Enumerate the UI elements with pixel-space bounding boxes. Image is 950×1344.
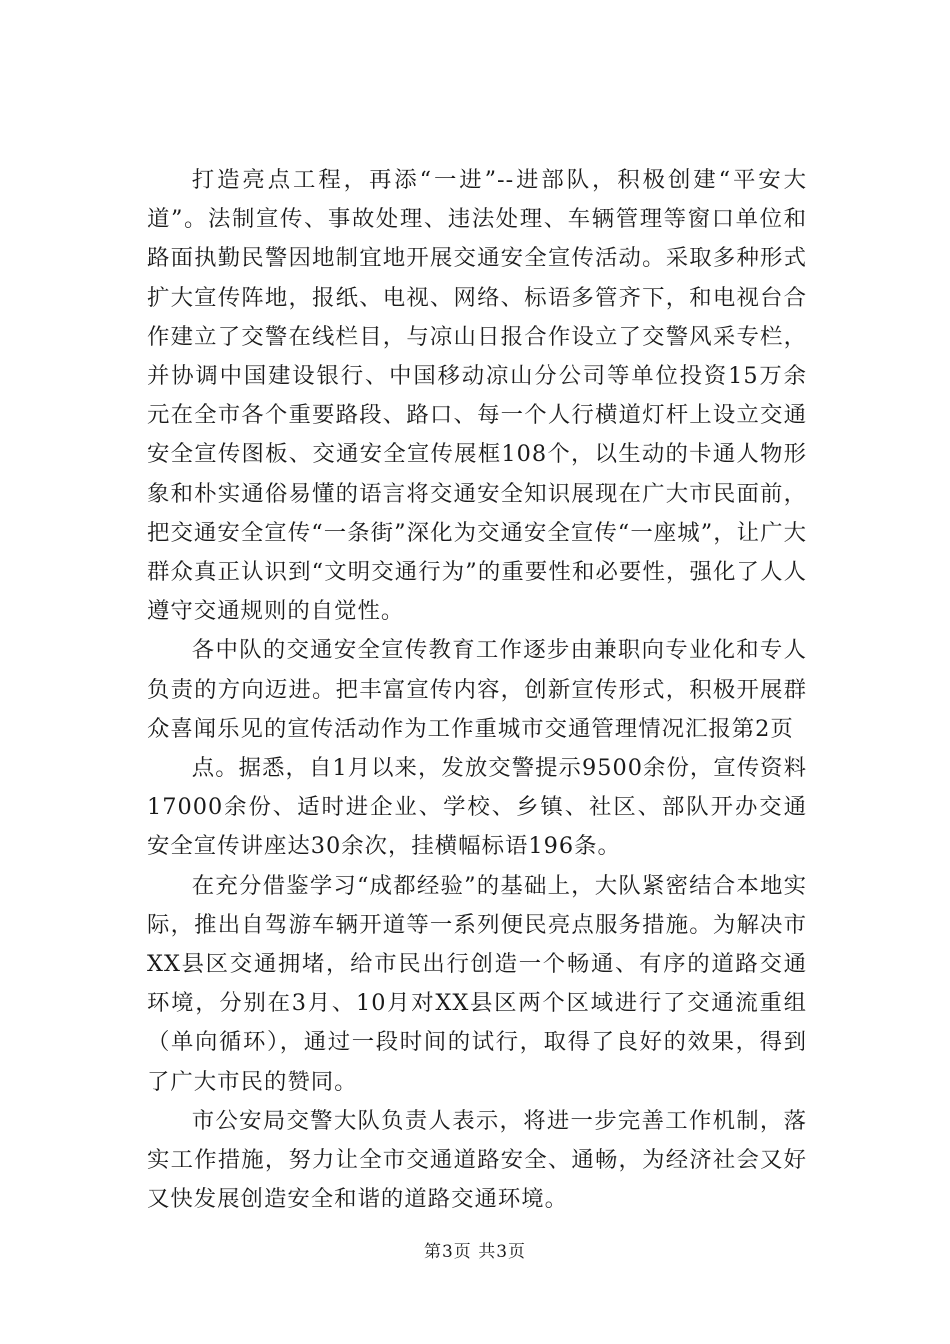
paragraph-4: 在充分借鉴学习“成都经验”的基础上，大队紧密结合本地实际，推出自驾游车辆开道等一系列便民亮点服务措施。为解决市XX县区交通拥堵，给市民出行创造一个畅通、有序的道路交通环境，分别在3月、10月对XX县区两个区域进行了交通流重组（单向循环），通过一段时间的试行，取得了良好的效果，得到了广大市民的赞同。 xyxy=(147,872,807,1095)
page-footer: 第3页 共3页 xyxy=(423,1242,527,1262)
paragraph-1: 打造亮点工程，再添“一进”--进部队，积极创建“平安大道”。法制宣传、事故处理、违法处理、车辆管理等窗口单位和路面执勤民警因地制宜地开展交通安全宣传活动。采取多种形式扩大宣传阵地，报纸、电视、网络、标语多管齐下，和电视台合作建立了交警在线栏目，与凉山日报合作设立了交警风采专栏，并协调中国建设银行、中国移动凉山分公司等单位投资15万余元在全市各个重要路段、路口、每一个人行横道灯杆上设立交通安全宣传图板、交通安全宣传展框108个，以生动的卡通人物形象和朴实通俗易懂的语言将交通安全知识展现在广大市民面前，把交通安全宣传“一条街”深化为交通安全宣传“一座城”，让广大群众真正认识到“文明交通行为”的重要性和必要性，强化了人人遵守交通规则的自觉性。 xyxy=(147,167,807,625)
document-body xyxy=(147,161,807,1219)
paragraph-3: 点。据悉，自1月以来，发放交警提示9500余份，宣传资料17000余份、适时进企业、学校、乡镇、社区、部队开办交通安全宣传讲座达30余次，挂横幅标语196条。 xyxy=(147,755,807,860)
paragraph-5: 市公安局交警大队负责人表示，将进一步完善工作机制，落实工作措施，努力让全市交通道路安全、通畅，为经济社会又好又快发展创造安全和谐的道路交通环境。 xyxy=(147,1107,807,1213)
paragraph-2: 各中队的交通安全宣传教育工作逐步由兼职向专业化和专人负责的方向迈进。把丰富宣传内容，创新宣传形式，积极开展群众喜闻乐见的宣传活动作为工作重城市交通管理情况汇报第2页 xyxy=(147,637,807,742)
